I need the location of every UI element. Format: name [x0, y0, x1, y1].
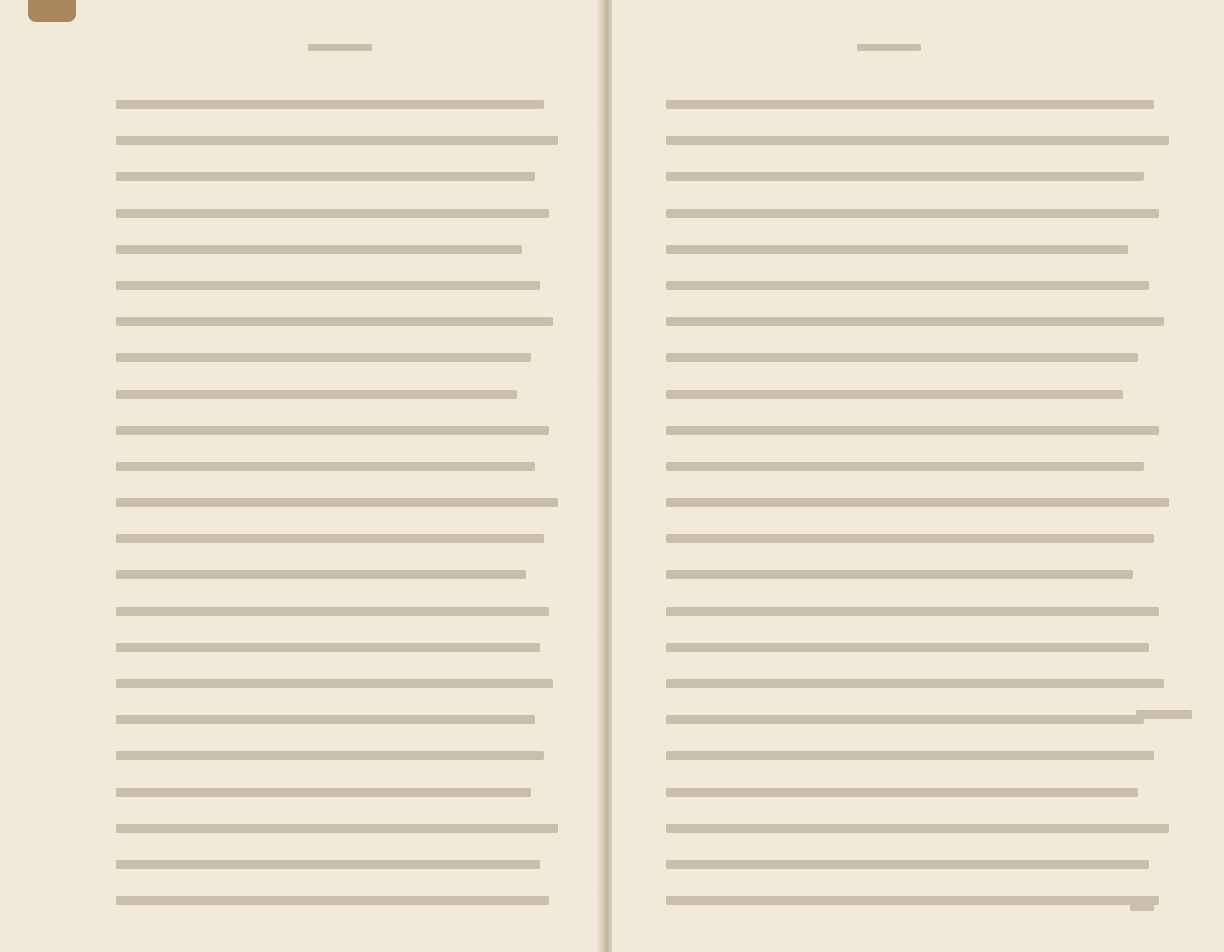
right-page [612, 0, 1224, 952]
text-line [666, 305, 1174, 341]
unread-text-placeholder [1136, 710, 1192, 719]
unread-text-placeholder [666, 390, 1123, 399]
text-line [666, 631, 1174, 667]
text-line [116, 486, 562, 522]
text-line [666, 558, 1174, 594]
text-line [666, 450, 1174, 486]
text-line [666, 88, 1174, 124]
folio-number [1120, 892, 1164, 920]
text-line [666, 739, 1174, 775]
unread-text-placeholder [666, 172, 1144, 181]
unread-text-placeholder [666, 607, 1159, 616]
text-line [666, 848, 1174, 884]
unread-text-placeholder [116, 788, 531, 797]
text-line [116, 269, 562, 305]
text-line [116, 667, 562, 703]
unread-text-placeholder [116, 751, 544, 760]
text-line [666, 703, 1174, 739]
text-line [116, 378, 562, 414]
unread-text-placeholder [116, 245, 522, 254]
unread-text-placeholder [116, 317, 553, 326]
unread-text-placeholder [116, 498, 558, 507]
unread-text-placeholder [116, 715, 535, 724]
unread-text-placeholder [666, 353, 1138, 362]
text-line [116, 522, 562, 558]
text-line [116, 124, 562, 160]
text-line [666, 160, 1174, 196]
text-line [666, 269, 1174, 305]
unread-text-placeholder [116, 209, 549, 218]
unread-text-placeholder [116, 860, 540, 869]
unread-text-placeholder [666, 498, 1169, 507]
left-text-block [116, 88, 562, 920]
text-line [116, 776, 562, 812]
text-line [116, 812, 562, 848]
text-line [116, 848, 562, 884]
unread-text-placeholder [116, 100, 544, 109]
text-line [666, 884, 1174, 920]
text-line [666, 197, 1174, 233]
unread-text-placeholder [308, 44, 372, 51]
text-line [666, 124, 1174, 160]
text-line [666, 378, 1174, 414]
right-running-head [844, 36, 934, 60]
unread-text-placeholder [116, 353, 531, 362]
unread-text-placeholder [116, 172, 535, 181]
unread-text-placeholder [116, 534, 544, 543]
unread-text-placeholder [116, 426, 549, 435]
unread-text-placeholder [857, 44, 921, 51]
left-page [0, 0, 604, 952]
unread-text-placeholder [666, 534, 1154, 543]
unread-text-placeholder [666, 136, 1169, 145]
unread-text-placeholder [666, 245, 1128, 254]
unread-text-placeholder [666, 570, 1133, 579]
text-line [116, 884, 562, 920]
text-line [666, 233, 1174, 269]
text-line [666, 341, 1174, 377]
text-line [666, 486, 1174, 522]
unread-text-placeholder [1130, 902, 1154, 911]
unread-text-placeholder [666, 751, 1154, 760]
text-line [116, 88, 562, 124]
text-line [666, 776, 1174, 812]
text-line [116, 703, 562, 739]
unread-text-placeholder [116, 390, 517, 399]
text-line [116, 160, 562, 196]
text-line [116, 739, 562, 775]
margin-note [1132, 702, 1196, 762]
left-running-head [300, 36, 380, 60]
right-text-block [666, 88, 1174, 920]
unread-text-placeholder [116, 679, 553, 688]
unread-text-placeholder [666, 426, 1159, 435]
unread-text-placeholder [116, 281, 540, 290]
text-line [116, 595, 562, 631]
unread-text-placeholder [116, 643, 540, 652]
text-line [116, 414, 562, 450]
unread-text-placeholder [116, 607, 549, 616]
unread-text-placeholder [666, 679, 1164, 688]
text-line [666, 414, 1174, 450]
unread-text-placeholder [666, 643, 1149, 652]
unread-text-placeholder [666, 462, 1144, 471]
text-line [666, 667, 1174, 703]
unread-text-placeholder [666, 860, 1149, 869]
unread-text-placeholder [666, 209, 1159, 218]
text-line [116, 558, 562, 594]
text-line [116, 233, 562, 269]
unread-text-placeholder [666, 824, 1169, 833]
text-line [666, 595, 1174, 631]
text-line [116, 631, 562, 667]
text-line [666, 522, 1174, 558]
text-line [116, 197, 562, 233]
text-line [116, 305, 562, 341]
unread-text-placeholder [116, 570, 526, 579]
unread-text-placeholder [666, 788, 1138, 797]
unread-text-placeholder [666, 281, 1149, 290]
unread-text-placeholder [666, 100, 1154, 109]
unread-text-placeholder [116, 462, 535, 471]
unread-text-placeholder [666, 715, 1144, 724]
unread-text-placeholder [116, 824, 558, 833]
unread-text-placeholder [116, 136, 558, 145]
text-line [666, 812, 1174, 848]
unread-text-placeholder [666, 896, 1159, 905]
text-line [116, 450, 562, 486]
unread-text-placeholder [116, 896, 549, 905]
unread-text-placeholder [666, 317, 1164, 326]
text-line [116, 341, 562, 377]
